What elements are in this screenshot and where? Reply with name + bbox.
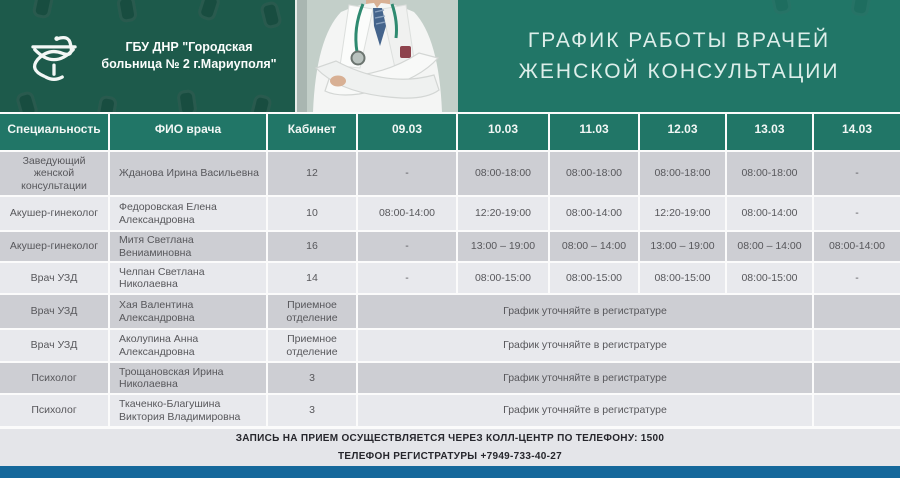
specialty-cell: Заведующий женской консультации	[0, 152, 110, 197]
pattern-glyph	[769, 0, 792, 16]
schedule-cell: -	[358, 232, 458, 263]
table-row	[0, 263, 900, 295]
cabinet-cell: Приемное отделение	[268, 295, 358, 330]
doctor-photo	[297, 0, 458, 112]
schedule-cell: 12:20-19:00	[458, 197, 550, 232]
cabinet-cell: 10	[268, 197, 358, 232]
schedule-cell: 08:00-15:00	[640, 263, 727, 295]
cabinet-cell: 14	[268, 263, 358, 295]
column-header-specialty: Специальность	[0, 112, 110, 152]
schedule-cell: 08:00-14:00	[550, 197, 640, 232]
table-row	[0, 152, 900, 197]
column-header-date: 09.03	[358, 112, 458, 152]
callcenter-note: ЗАПИСЬ НА ПРИЕМ ОСУЩЕСТВЛЯЕТСЯ ЧЕРЕЗ КОЛЛ-ЦЕНТР ПО ТЕЛЕФОНУ: 1500	[235, 433, 665, 444]
schedule-cell	[814, 295, 900, 330]
schedule-cell: 08:00-14:00	[358, 197, 458, 232]
column-header-date: 14.03	[814, 112, 900, 152]
schedule-cell: -	[358, 152, 458, 197]
specialty-cell: Врач УЗД	[0, 330, 110, 363]
schedule-cell: 08:00-14:00	[814, 232, 900, 263]
schedule-cell: -	[814, 263, 900, 295]
doctor-name-cell: Хая Валентина Александровна	[110, 295, 268, 330]
schedule-cell: 08:00-18:00	[640, 152, 727, 197]
doctor-name-cell: Челпан Светлана Николаевна	[110, 263, 268, 295]
pattern-glyph	[31, 0, 54, 20]
org-name: ГБУ ДНР "Городская больница № 2 г.Мариуполя"	[101, 40, 277, 71]
doctor-name-cell: Митя Светлана Вениаминовна	[110, 232, 268, 263]
table-row	[0, 395, 900, 428]
doctor-name-cell: Аколупина Анна Александровна	[110, 330, 268, 363]
schedule-cell: 08:00 – 14:00	[550, 232, 640, 263]
schedule-cell: -	[358, 263, 458, 295]
bowl-of-hygieia-icon	[22, 26, 86, 86]
cabinet-cell: 12	[268, 152, 358, 197]
schedule-cell	[814, 363, 900, 395]
schedule-cell: 08:00 – 14:00	[727, 232, 814, 263]
page-title-line1: ГРАФИК РАБОТЫ ВРАЧЕЙ	[527, 28, 831, 52]
column-header-date: 13.03	[727, 112, 814, 152]
cabinet-cell: 3	[268, 395, 358, 428]
schedule-cell	[814, 330, 900, 363]
registry-note-cell: График уточняйте в регистратуре	[358, 330, 814, 363]
schedule-cell: -	[814, 152, 900, 197]
specialty-cell: Акушер-гинеколог	[0, 197, 110, 232]
footer-note	[0, 428, 900, 466]
registry-note-cell: График уточняйте в регистратуре	[358, 295, 814, 330]
specialty-cell: Психолог	[0, 363, 110, 395]
specialty-cell: Психолог	[0, 395, 110, 428]
schedule-cell: 08:00-18:00	[727, 152, 814, 197]
header-band	[0, 0, 900, 112]
table-row	[0, 197, 900, 232]
specialty-cell: Врач УЗД	[0, 263, 110, 295]
schedule-cell: 08:00-15:00	[727, 263, 814, 295]
column-header-date: 10.03	[458, 112, 550, 152]
cabinet-cell: Приемное отделение	[268, 330, 358, 363]
pattern-glyph	[176, 89, 197, 112]
specialty-cell: Акушер-гинеколог	[0, 232, 110, 263]
pattern-glyph	[259, 0, 283, 30]
column-header-date: 11.03	[550, 112, 640, 152]
column-header-doctor-name: ФИО врача	[110, 112, 268, 152]
doctor-name-cell: Жданова Ирина Васильевна	[110, 152, 268, 197]
column-header-cabinet: Кабинет	[268, 112, 358, 152]
registry-phone: ТЕЛЕФОН РЕГИСТРАТУРЫ +7949-733-40-27	[338, 451, 562, 462]
schedule-table	[0, 112, 900, 428]
pattern-glyph	[116, 0, 138, 23]
doctor-name-cell: Трощановская Ирина Николаевна	[110, 363, 268, 395]
schedule-cell: 08:00-15:00	[458, 263, 550, 295]
schedule-cell: 08:00-18:00	[458, 152, 550, 197]
pattern-glyph	[196, 0, 221, 22]
schedule-cell	[814, 395, 900, 428]
page-title-line2: ЖЕНСКОЙ КОНСУЛЬТАЦИИ	[518, 60, 840, 83]
schedule-cell: 08:00-14:00	[727, 197, 814, 232]
table-row	[0, 232, 900, 263]
registry-note-cell: График уточняйте в регистратуре	[358, 363, 814, 395]
bottom-accent-bar	[0, 466, 900, 478]
pattern-glyph	[15, 90, 39, 112]
pattern-glyph	[96, 95, 118, 112]
table-header-row	[0, 112, 900, 152]
schedule-cell: 08:00-15:00	[550, 263, 640, 295]
registry-note-cell: График уточняйте в регистратуре	[358, 395, 814, 428]
cabinet-cell: 16	[268, 232, 358, 263]
schedule-cell: 13:00 – 19:00	[458, 232, 550, 263]
pattern-glyph	[249, 93, 273, 112]
column-header-date: 12.03	[640, 112, 727, 152]
org-panel	[0, 0, 297, 112]
schedule-cell: -	[814, 197, 900, 232]
schedule-cell: 12:20-19:00	[640, 197, 727, 232]
doctor-illustration	[297, 0, 458, 112]
doctor-name-cell: Ткаченко-Благушина Виктория Владимировна	[110, 395, 268, 428]
table-row	[0, 363, 900, 395]
pattern-glyph	[850, 0, 872, 17]
schedule-cell: 08:00-18:00	[550, 152, 640, 197]
cabinet-cell: 3	[268, 363, 358, 395]
schedule-cell: 13:00 – 19:00	[640, 232, 727, 263]
title-panel	[458, 0, 900, 112]
page-title	[519, 25, 840, 88]
specialty-cell: Врач УЗД	[0, 295, 110, 330]
table-row	[0, 330, 900, 363]
table-row	[0, 295, 900, 330]
doctor-name-cell: Федоровская Елена Александровна	[110, 197, 268, 232]
